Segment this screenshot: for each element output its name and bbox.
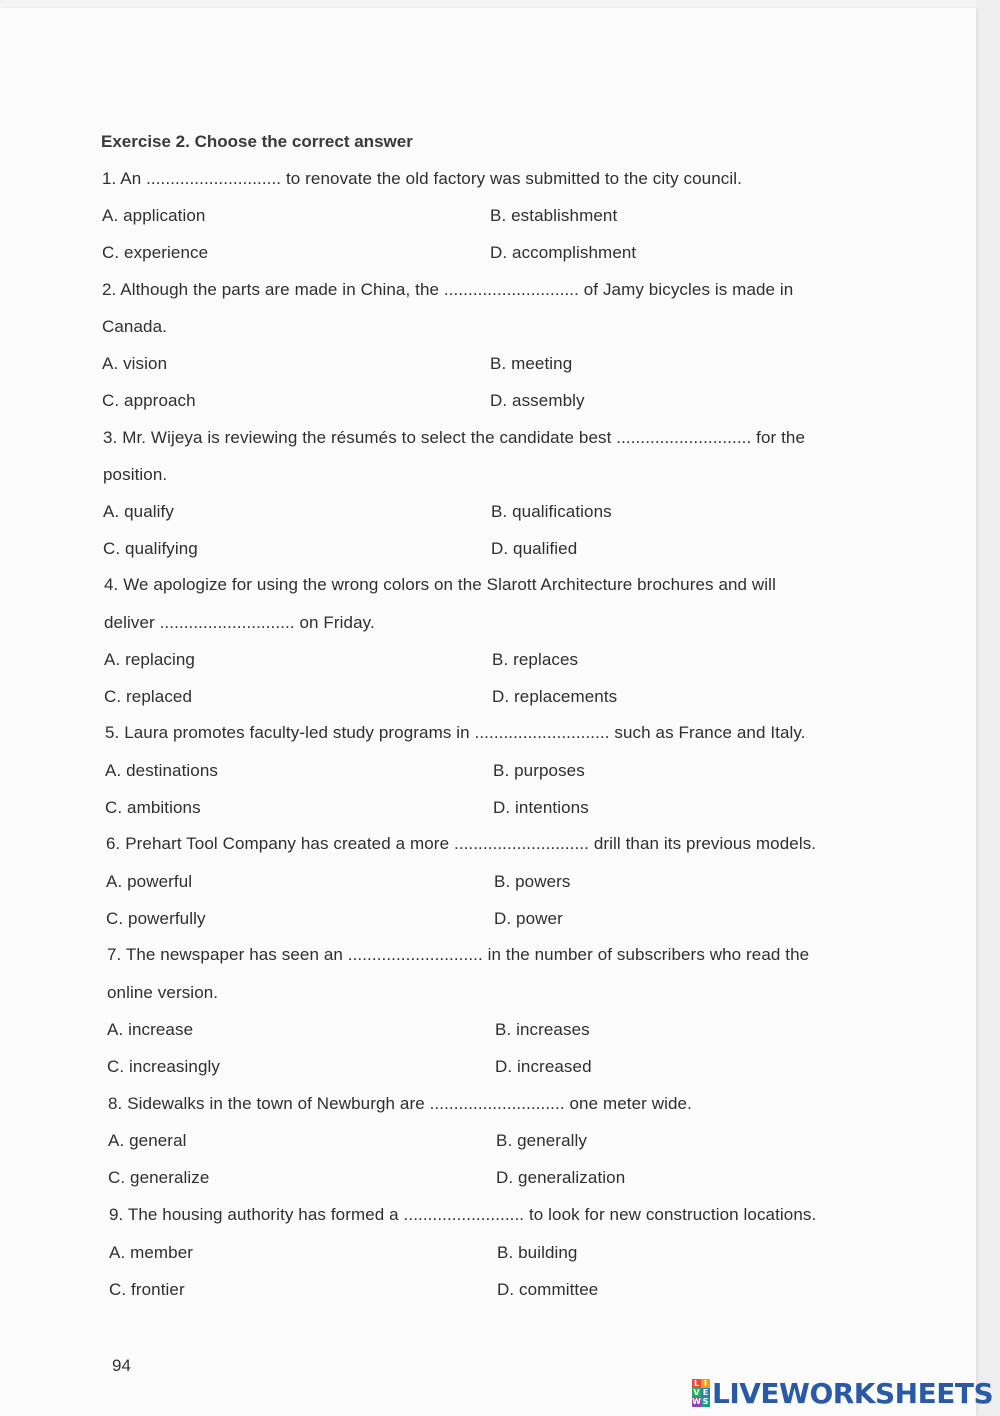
question-2-text-cont: Canada.: [102, 317, 167, 336]
question-4-text-cont: deliver ............................ on Friday.: [104, 613, 375, 632]
question-1-option-d[interactable]: D. accomplishment: [490, 243, 637, 262]
question-9-option-c[interactable]: C. frontier: [109, 1280, 185, 1299]
question-7-option-b[interactable]: B. increases: [495, 1020, 590, 1039]
logo-mark-tile: S: [702, 1397, 709, 1406]
question-3-text: 3. Mr. Wijeya is reviewing the résumés to select the candidate best ............................ for the: [103, 428, 806, 447]
question-6-option-c[interactable]: C. powerfully: [106, 909, 206, 928]
background-strip: [976, 0, 1000, 1416]
question-6-option-d[interactable]: D. power: [494, 909, 563, 928]
question-9-option-a[interactable]: A. member: [109, 1243, 194, 1262]
logo-mark-tile: I: [701, 1379, 710, 1388]
question-9-option-d[interactable]: D. committee: [497, 1280, 599, 1299]
question-7-option-d[interactable]: D. increased: [495, 1057, 592, 1076]
page-number: 94: [112, 1356, 131, 1375]
liveworksheets-logo-icon: [692, 1379, 710, 1407]
question-4-option-b[interactable]: B. replaces: [492, 650, 579, 669]
question-4-text: 4. We apologize for using the wrong colors on the Slarott Architecture brochures and will: [104, 575, 776, 594]
worksheet-page: [0, 8, 976, 1416]
question-8-option-d[interactable]: D. generalization: [496, 1168, 626, 1187]
question-8-option-a[interactable]: A. general: [108, 1131, 187, 1150]
liveworksheets-logo-text: LIVEWORKSHEETS: [712, 1376, 994, 1410]
question-1-option-c[interactable]: C. experience: [102, 243, 209, 262]
question-1-option-a[interactable]: A. application: [102, 206, 206, 225]
logo-mark-tile: W: [692, 1397, 701, 1406]
question-3-option-a[interactable]: A. qualify: [103, 502, 174, 521]
question-5-text: 5. Laura promotes faculty-led study programs in ............................ such as France and Italy.: [105, 723, 806, 742]
question-7-text: 7. The newspaper has seen an ............................ in the number of subscribers who read the: [107, 945, 810, 964]
question-7-option-a[interactable]: A. increase: [107, 1020, 194, 1039]
exercise-title: Exercise 2. Choose the correct answer: [101, 132, 413, 151]
question-8-option-c[interactable]: C. generalize: [108, 1168, 210, 1187]
question-4-option-c[interactable]: C. replaced: [104, 687, 193, 706]
question-2-option-c[interactable]: C. approach: [102, 391, 196, 410]
question-9-text: 9. The housing authority has formed a ......................... to look for new construction locations.: [109, 1205, 817, 1224]
question-2-text: 2. Although the parts are made in China, the ............................ of Jamy bicycles is made in: [102, 280, 794, 299]
question-6-option-b[interactable]: B. powers: [494, 872, 571, 891]
question-7-text-cont: online version.: [107, 983, 219, 1002]
question-4-option-d[interactable]: D. replacements: [492, 687, 618, 706]
liveworksheets-logo[interactable]: [692, 1376, 993, 1410]
question-3-option-c[interactable]: C. qualifying: [103, 539, 198, 558]
logo-mark-tile: L: [693, 1379, 700, 1388]
question-6-text: 6. Prehart Tool Company has created a more ............................ drill than its previous models.: [106, 834, 817, 853]
question-5-option-d[interactable]: D. intentions: [493, 798, 589, 817]
question-1-option-b[interactable]: B. establishment: [490, 206, 618, 225]
question-9-option-b[interactable]: B. building: [497, 1243, 578, 1262]
question-1-text: 1. An ............................ to renovate the old factory was submitted to the city council.: [102, 169, 742, 188]
question-3-text-cont: position.: [103, 465, 168, 484]
question-8-text: 8. Sidewalks in the town of Newburgh are ............................ one meter wide.: [108, 1094, 692, 1113]
question-2-option-b[interactable]: B. meeting: [490, 354, 573, 373]
question-5-option-b[interactable]: B. purposes: [493, 761, 585, 780]
question-7-option-c[interactable]: C. increasingly: [107, 1057, 220, 1076]
question-5-option-a[interactable]: A. destinations: [105, 761, 219, 780]
question-8-option-b[interactable]: B. generally: [496, 1131, 587, 1150]
question-3-option-b[interactable]: B. qualifications: [491, 502, 612, 521]
logo-mark-tile: E: [702, 1388, 709, 1397]
question-3-option-d[interactable]: D. qualified: [491, 539, 578, 558]
question-4-option-a[interactable]: A. replacing: [104, 650, 195, 669]
question-2-option-a[interactable]: A. vision: [102, 354, 168, 373]
question-5-option-c[interactable]: C. ambitions: [105, 798, 201, 817]
question-6-option-a[interactable]: A. powerful: [106, 872, 193, 891]
question-2-option-d[interactable]: D. assembly: [490, 391, 585, 410]
logo-mark-tile: V: [693, 1388, 700, 1397]
